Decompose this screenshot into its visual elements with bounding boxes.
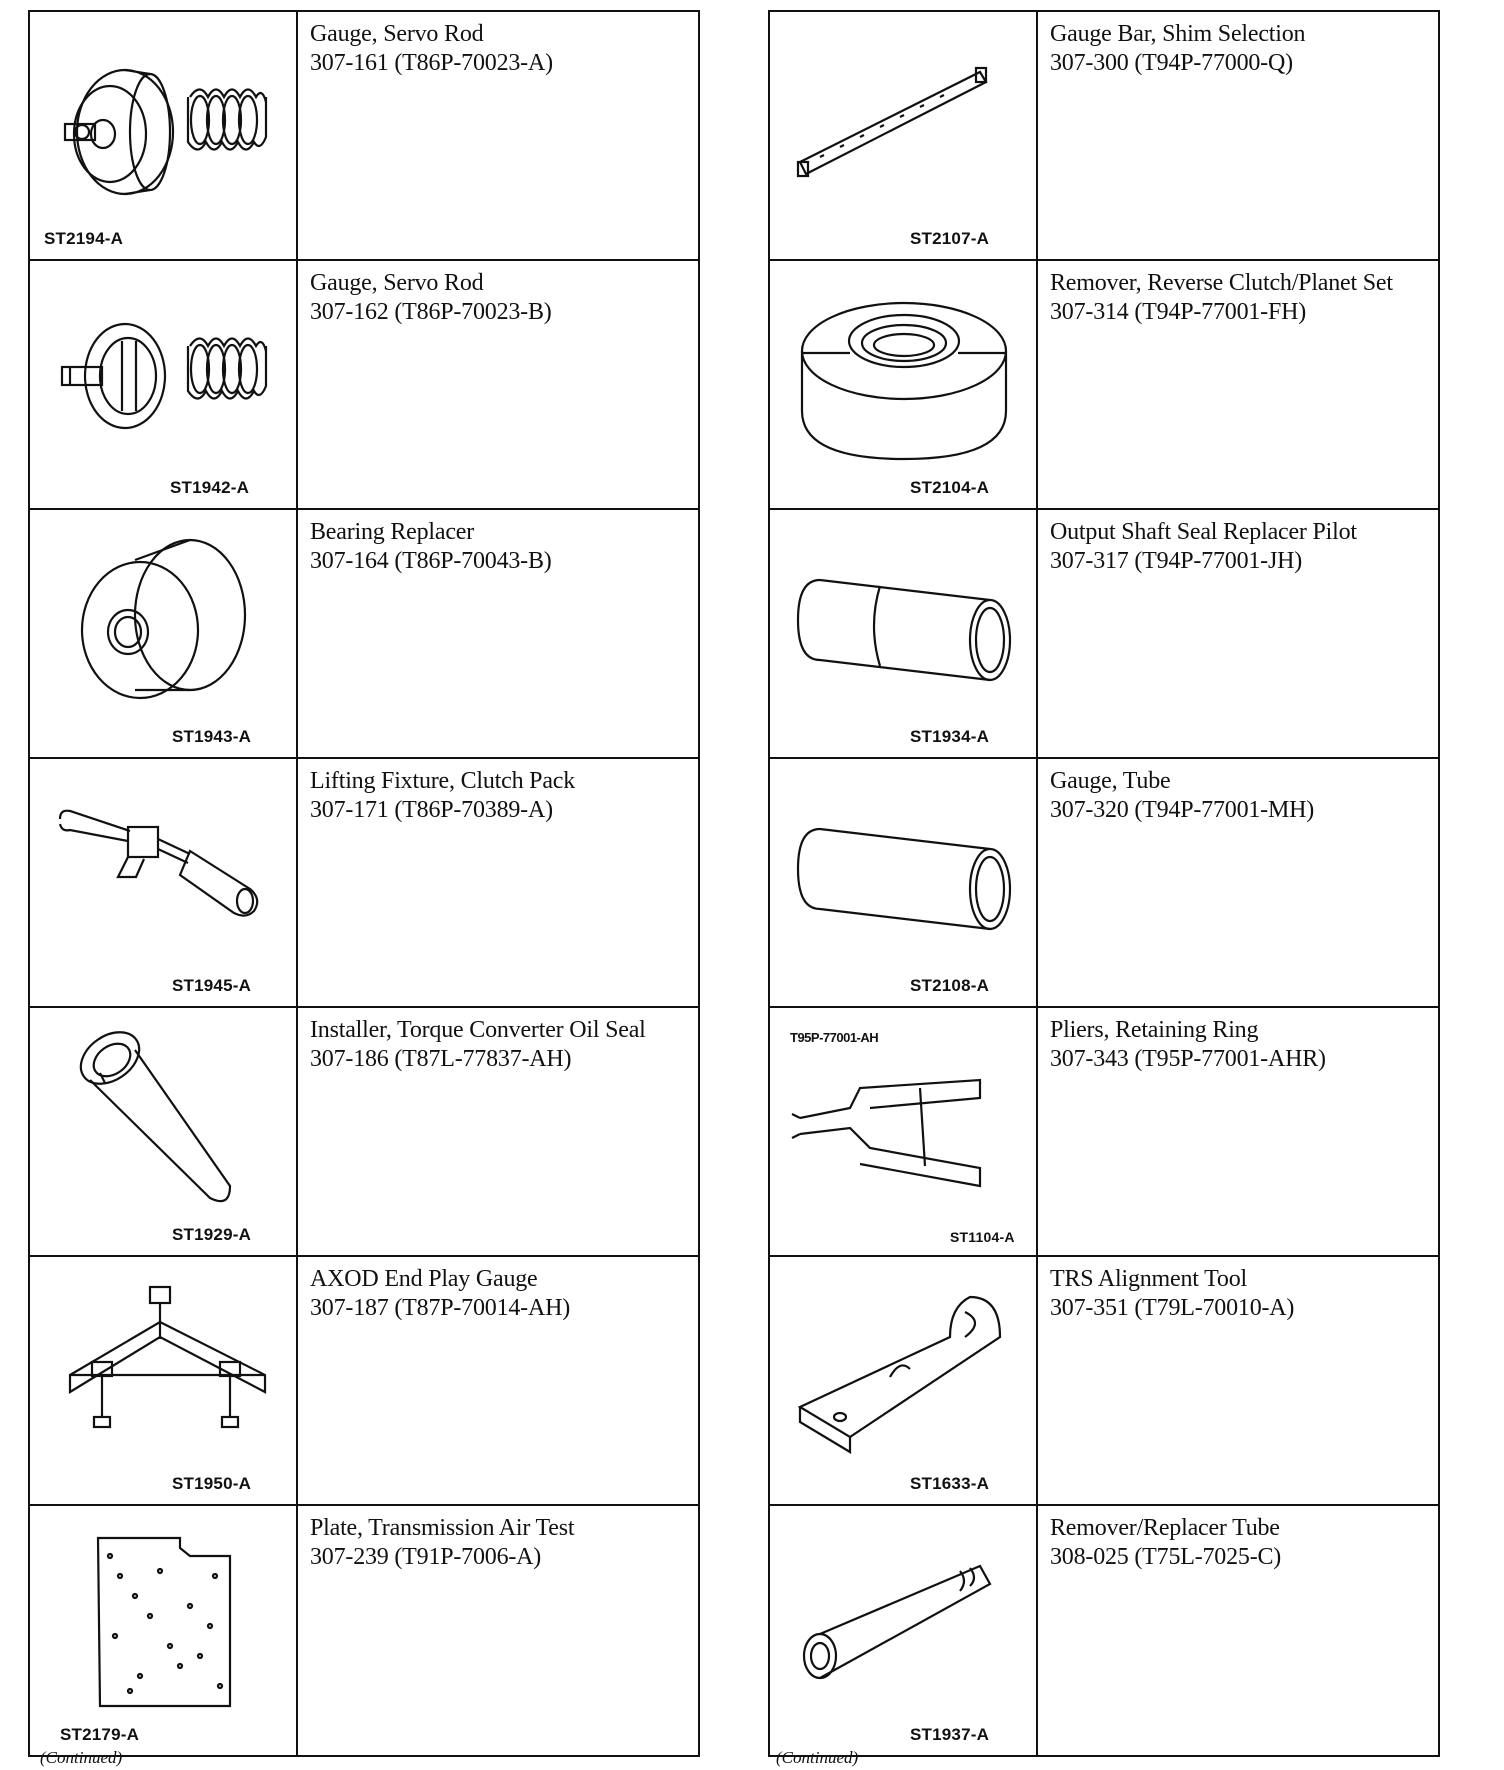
figure-caption: ST1934-A xyxy=(910,727,990,746)
tool-title: TRS Alignment Tool xyxy=(1050,1266,1247,1292)
tool-title: Installer, Torque Converter Oil Seal xyxy=(310,1017,646,1043)
end-play-gauge-icon xyxy=(40,1267,288,1467)
table-row xyxy=(30,759,698,1008)
description-cell xyxy=(1038,12,1438,259)
illustration-cell xyxy=(30,510,298,757)
illustration-cell xyxy=(770,1506,1038,1755)
tool-part-number: 307-317 (T94P-77001-JH) xyxy=(1050,548,1303,574)
figure-caption: ST1937-A xyxy=(910,1725,990,1744)
continued-note: (Continued) xyxy=(40,1748,123,1767)
tool-part-number: 307-314 (T94P-77001-FH) xyxy=(1050,299,1307,325)
tool-title: Bearing Replacer xyxy=(310,519,475,545)
description-cell xyxy=(298,261,698,508)
description-cell xyxy=(298,759,698,1006)
clutch-remover-icon xyxy=(780,271,1028,471)
tool-title: Gauge, Tube xyxy=(1050,768,1171,794)
description-cell xyxy=(1038,1257,1438,1504)
air-test-plate-icon xyxy=(40,1516,288,1716)
description-cell xyxy=(1038,261,1438,508)
table-row xyxy=(770,12,1438,261)
figure-caption: ST1942-A xyxy=(170,478,250,497)
table-row xyxy=(30,510,698,759)
tool-title: Pliers, Retaining Ring xyxy=(1050,1017,1259,1043)
tube-gauge-icon xyxy=(780,769,1028,969)
figure-caption: ST1633-A xyxy=(910,1474,990,1493)
tool-title: Remover, Reverse Clutch/Planet Set xyxy=(1050,270,1393,296)
figure-caption: ST1950-A xyxy=(172,1474,252,1493)
illustration-cell xyxy=(770,510,1038,757)
tool-title: Gauge, Servo Rod xyxy=(310,21,484,47)
description-cell xyxy=(298,1506,698,1755)
retaining-ring-pliers-icon xyxy=(780,1018,1028,1218)
illustration-cell xyxy=(30,1257,298,1504)
servo-rod-gauge-icon xyxy=(40,271,288,471)
tool-code-label: T95P-77001-AH xyxy=(790,1030,879,1045)
servo-rod-gauge-icon xyxy=(40,22,288,222)
tool-part-number: 308-025 (T75L-7025-C) xyxy=(1050,1544,1282,1570)
table-row xyxy=(770,261,1438,510)
tool-part-number: 307-320 (T94P-77001-MH) xyxy=(1050,797,1315,823)
tool-title: Output Shaft Seal Replacer Pilot xyxy=(1050,519,1357,545)
tool-title: Plate, Transmission Air Test xyxy=(310,1515,575,1541)
illustration-cell xyxy=(30,1008,298,1255)
figure-caption: ST2194-A xyxy=(44,229,124,248)
tool-title: Lifting Fixture, Clutch Pack xyxy=(310,768,576,794)
illustration-cell xyxy=(770,12,1038,259)
remover-replacer-tube-icon xyxy=(780,1516,1028,1716)
shim-gauge-bar-icon xyxy=(780,22,1028,222)
seal-installer-icon xyxy=(40,1018,288,1218)
tool-part-number: 307-300 (T94P-77000-Q) xyxy=(1050,50,1293,76)
table-row xyxy=(30,1257,698,1506)
trs-alignment-tool-icon xyxy=(780,1267,1028,1467)
continued-note: (Continued) xyxy=(776,1748,859,1767)
description-cell xyxy=(298,12,698,259)
table-row xyxy=(30,1506,698,1755)
figure-caption: ST1104-A xyxy=(950,1229,1015,1245)
description-cell xyxy=(298,510,698,757)
description-cell xyxy=(298,1257,698,1504)
seal-replacer-pilot-icon xyxy=(780,520,1028,720)
table-row xyxy=(30,261,698,510)
table-row xyxy=(30,1008,698,1257)
description-cell xyxy=(1038,759,1438,1006)
tools-table-right xyxy=(768,10,1440,1757)
tool-part-number: 307-186 (T87L-77837-AH) xyxy=(310,1046,572,1072)
tool-part-number: 307-171 (T86P-70389-A) xyxy=(310,797,553,823)
tool-part-number: 307-161 (T86P-70023-A) xyxy=(310,50,553,76)
figure-caption: ST1929-A xyxy=(172,1225,252,1244)
figure-caption: ST2179-A xyxy=(60,1725,140,1744)
description-cell xyxy=(1038,510,1438,757)
illustration-cell xyxy=(30,759,298,1006)
lifting-fixture-icon xyxy=(40,769,288,969)
illustration-cell xyxy=(770,1257,1038,1504)
table-row xyxy=(770,759,1438,1008)
tool-part-number: 307-164 (T86P-70043-B) xyxy=(310,548,552,574)
tool-part-number: 307-343 (T95P-77001-AHR) xyxy=(1050,1046,1326,1072)
illustration-cell xyxy=(770,261,1038,508)
tool-title: Gauge, Servo Rod xyxy=(310,270,484,296)
table-row xyxy=(30,12,698,261)
illustration-cell xyxy=(30,12,298,259)
tool-part-number: 307-351 (T79L-70010-A) xyxy=(1050,1295,1295,1321)
tool-title: Gauge Bar, Shim Selection xyxy=(1050,21,1306,47)
bearing-replacer-icon xyxy=(40,520,288,720)
illustration-cell xyxy=(770,759,1038,1006)
tool-part-number: 307-162 (T86P-70023-B) xyxy=(310,299,552,325)
description-cell xyxy=(298,1008,698,1255)
tools-table-left xyxy=(28,10,700,1757)
tool-title: Remover/Replacer Tube xyxy=(1050,1515,1280,1541)
table-row xyxy=(770,1506,1438,1755)
description-cell xyxy=(1038,1506,1438,1755)
table-row xyxy=(770,1257,1438,1506)
tool-part-number: 307-187 (T87P-70014-AH) xyxy=(310,1295,571,1321)
figure-caption: ST1943-A xyxy=(172,727,252,746)
tool-part-number: 307-239 (T91P-7006-A) xyxy=(310,1544,542,1570)
table-row xyxy=(770,1008,1438,1257)
figure-caption: ST2107-A xyxy=(910,229,990,248)
description-cell xyxy=(1038,1008,1438,1255)
illustration-cell xyxy=(30,261,298,508)
illustration-cell xyxy=(30,1506,298,1755)
figure-caption: ST2108-A xyxy=(910,976,990,995)
table-row xyxy=(770,510,1438,759)
figure-caption: ST2104-A xyxy=(910,478,990,497)
figure-caption: ST1945-A xyxy=(172,976,252,995)
illustration-cell xyxy=(770,1008,1038,1255)
tool-title: AXOD End Play Gauge xyxy=(310,1266,538,1292)
